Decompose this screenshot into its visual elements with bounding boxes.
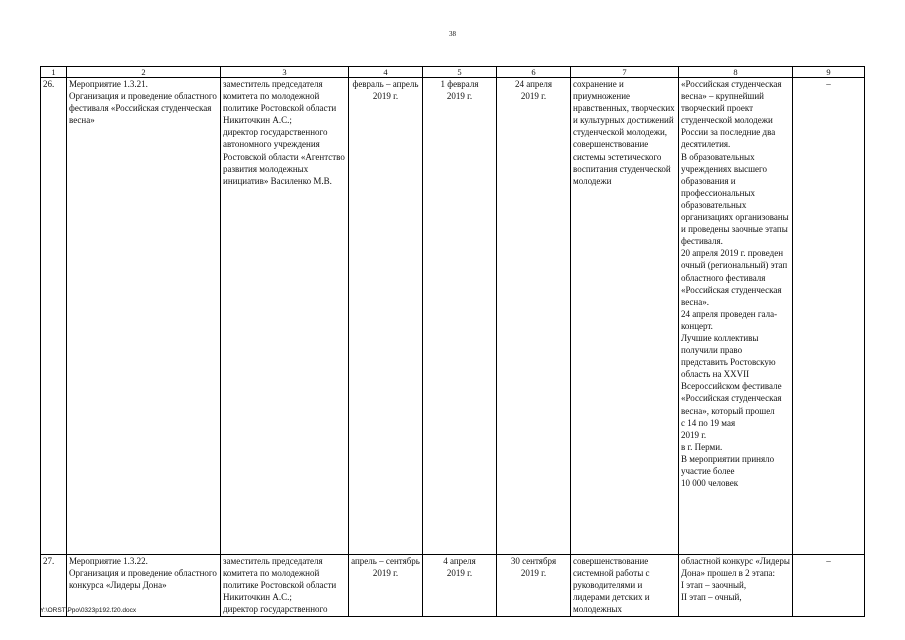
responsible-cell: заместитель председателя комитета по молодежной политике Ростовской области Никиточкин А.С.; директор государственного (221, 555, 349, 617)
row-number: 26. (41, 78, 67, 555)
period-cell: апрель – сентябрь 2019 г. (349, 555, 423, 617)
col-header-8: 8 (679, 67, 793, 78)
report-table (40, 66, 865, 617)
goal-cell: сохранение и приумножение нравственных, творческих и культурных достижений студенческой молодежи, совершенствование системы эстетического воспитания студенческой молодежи (571, 78, 679, 555)
footer-file-path: Y:\ORST\Ppo\0323p192.f20.docx (40, 607, 137, 614)
header-row (41, 67, 865, 78)
event-cell: Мероприятие 1.3.21. Организация и проведение областного фестиваля «Российская студенческая весна» (67, 78, 221, 555)
note-cell: – (793, 78, 865, 555)
start-date-cell: 1 февраля 2019 г. (423, 78, 497, 555)
end-date-cell: 30 сентября 2019 г. (497, 555, 571, 617)
col-header-3: 3 (221, 67, 349, 78)
col-header-4: 4 (349, 67, 423, 78)
col-header-1: 1 (41, 67, 67, 78)
start-date-cell: 4 апреля 2019 г. (423, 555, 497, 617)
col-header-9: 9 (793, 67, 865, 78)
row-number: 27. (41, 555, 67, 617)
col-header-7: 7 (571, 67, 679, 78)
result-cell: областной конкурс «Лидеры Дона» прошел в 2 этапа: I этап – заочный, II этап – очный, (679, 555, 793, 617)
end-date-cell: 24 апреля 2019 г. (497, 78, 571, 555)
period-cell: февраль – апрель 2019 г. (349, 78, 423, 555)
note-cell: – (793, 555, 865, 617)
page-number: 38 (449, 30, 456, 38)
col-header-6: 6 (497, 67, 571, 78)
result-cell: «Российская студенческая весна» – крупнейший творческий проект студенческой молодежи России за последние два десятилетия. В образовательных учреждениях высшего образования и профессиональных образовательных организациях организованы и проведены заочные этапы фестиваля. 20 апреля 2019 г. проведен очный (региональный) этап областного фестиваля «Российская студенческая весна». 24 апреля проведен гала-концерт. Лучшие коллективы получили право представить Ростовскую область на XXVII Всероссийском фестивале «Российская студенческая весна», который прошел с 14 по 19 мая 2019 г. в г. Перми. В мероприятии приняло участие более 10 000 человек (679, 78, 793, 555)
goal-cell: совершенствование системной работы с руководителями и лидерами детских и молодежных (571, 555, 679, 617)
table-row (41, 78, 865, 555)
table-row (41, 555, 865, 617)
col-header-5: 5 (423, 67, 497, 78)
col-header-2: 2 (67, 67, 221, 78)
responsible-cell: заместитель председателя комитета по молодежной политике Ростовской области Никиточкин А.С.; директор государственного автономного учреждения Ростовской области «Агентство развития молодежных инициатив» Василенко М.В. (221, 78, 349, 555)
event-cell: Мероприятие 1.3.22. Организация и проведение областного конкурса «Лидеры Дона» (67, 555, 221, 617)
